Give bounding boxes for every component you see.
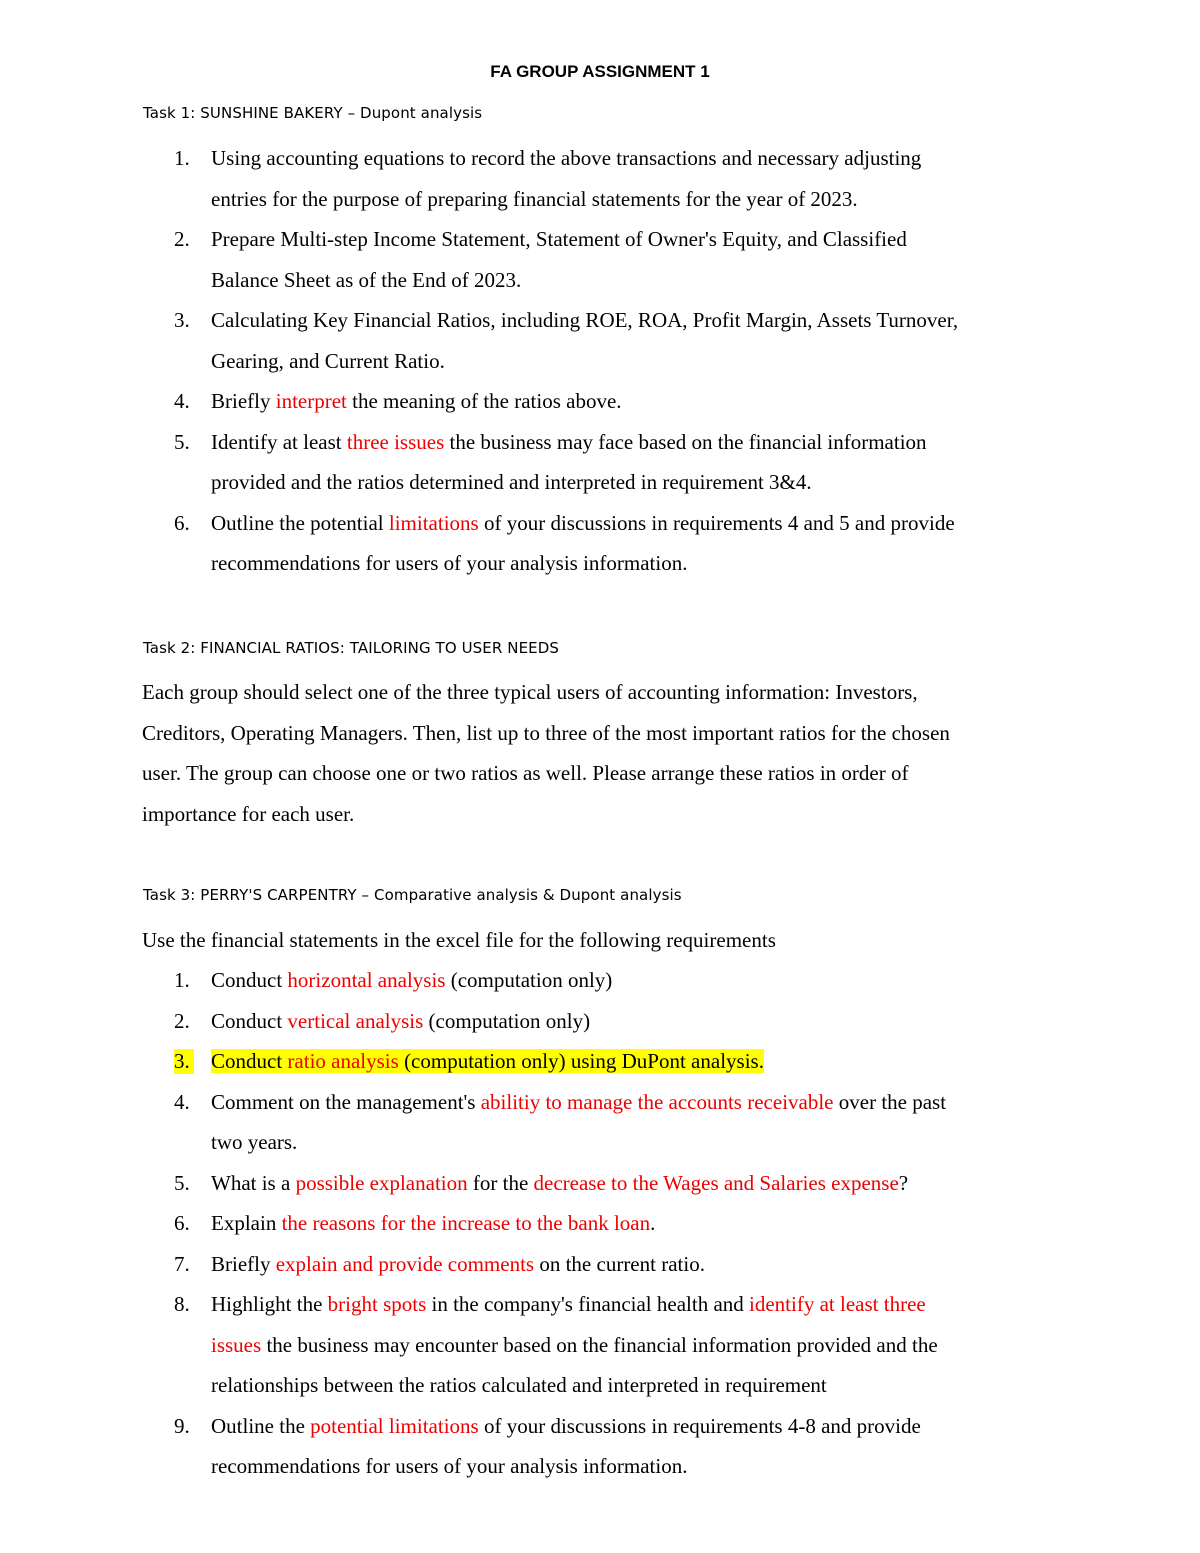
body-text: recommendations for users of your analysis information. — [211, 551, 688, 575]
list-number: 2. — [174, 227, 190, 251]
list-item-line — [211, 1252, 705, 1277]
body-text: Outline the — [211, 1413, 311, 1438]
body-text: the meaning of the ratios above. — [346, 389, 622, 413]
body-text: of your discussions in requirements 4-8 and provide — [478, 1413, 921, 1438]
emphasis-text: identify at least three — [749, 1292, 926, 1316]
list-item-line — [211, 1211, 655, 1236]
task3-heading: Task 3: PERRY'S CARPENTRY – Comparative analysis & Dupont analysis — [143, 886, 682, 904]
body-text: in the company's financial health and — [426, 1292, 750, 1316]
list-number: 2. — [174, 1008, 190, 1033]
body-text: Highlight the — [211, 1292, 328, 1316]
paragraph-line: Each group should select one of the three typical users of accounting information: Investors, — [142, 680, 918, 704]
list-item-line — [211, 968, 612, 993]
list-item-line — [211, 146, 921, 171]
emphasis-text: ratio analysis — [287, 1049, 399, 1073]
body-text: relationships between the ratios calculated and interpreted in requirement — [211, 1373, 827, 1397]
emphasis-text: limitations — [388, 510, 479, 535]
list-item-line — [211, 1171, 908, 1196]
body-text: Balance Sheet as of the End of 2023. — [211, 267, 522, 292]
body-text: (computation only) using DuPont analysis. — [398, 1049, 764, 1073]
list-item-line — [211, 227, 907, 252]
emphasis-text: explain and provide comments — [275, 1251, 535, 1276]
emphasis-text: abilitiy to manage the accounts receivable — [480, 1089, 834, 1114]
list-item-line — [211, 470, 812, 495]
list-number: 3. — [174, 308, 190, 332]
document-title: FA GROUP ASSIGNMENT 1 — [490, 62, 710, 81]
body-text: (computation only) — [423, 1008, 591, 1033]
list-item-line — [211, 1454, 687, 1479]
list-item-line — [211, 1090, 946, 1115]
emphasis-text: interpret — [275, 389, 347, 413]
body-text: recommendations for users of your analysis information. — [211, 1454, 688, 1478]
list-item-line — [211, 308, 958, 333]
list-number: 6. — [174, 1211, 190, 1235]
list-item-line — [211, 1049, 764, 1074]
task1-heading: Task 1: SUNSHINE BAKERY – Dupont analysis — [143, 104, 483, 122]
list-item-line — [211, 187, 858, 212]
list-number: 5. — [174, 429, 190, 454]
emphasis-text: issues — [211, 1332, 262, 1357]
body-text: Briefly — [211, 1251, 276, 1276]
body-text: Gearing, and Current Ratio. — [211, 348, 445, 373]
body-text: for the — [467, 1170, 534, 1195]
body-text: Comment on the management's — [211, 1089, 481, 1114]
list-item-line — [211, 551, 687, 576]
list-number: 4. — [174, 389, 190, 413]
list-item-line — [211, 1130, 297, 1155]
body-text: Briefly — [211, 389, 276, 413]
list-number: 5. — [174, 1170, 190, 1195]
list-item-line — [211, 1009, 590, 1034]
emphasis-text: possible explanation — [295, 1170, 468, 1195]
body-text: provided and the ratios determined and interpreted in requirement 3&4. — [211, 470, 812, 494]
body-text: entries for the purpose of preparing financial statements for the year of 2023. — [211, 186, 858, 211]
list-item-line — [211, 389, 622, 414]
emphasis-text: potential limitations — [310, 1413, 479, 1438]
list-item-line — [211, 1292, 926, 1317]
emphasis-text: horizontal analysis — [287, 968, 446, 992]
body-text: Identify at least — [211, 429, 347, 454]
paragraph-line: Creditors, Operating Managers. Then, list up to three of the most important ratios for the chosen — [142, 720, 950, 745]
body-text: the business may face based on the financial information — [444, 429, 927, 454]
list-number: 1. — [174, 968, 190, 992]
body-text: What is a — [211, 1170, 296, 1195]
list-item-line — [211, 268, 521, 293]
list-number: 4. — [174, 1089, 190, 1114]
body-text: ? — [898, 1170, 909, 1195]
list-item-line — [211, 1333, 938, 1358]
paragraph-line: importance for each user. — [142, 801, 355, 826]
body-text: of your discussions in requirements 4 and 5 and provide — [478, 510, 955, 535]
list-number: 7. — [174, 1251, 190, 1276]
body-text: Using accounting equations to record the above transactions and necessary adjusting — [211, 146, 922, 170]
emphasis-text: three issues — [346, 429, 445, 454]
list-item-line — [211, 1414, 921, 1439]
task3-intro: Use the financial statements in the excel file for the following requirements — [142, 928, 776, 952]
body-text: Calculating Key Financial Ratios, including ROE, ROA, Profit Margin, Assets Turnover, — [211, 308, 959, 332]
list-item-line — [211, 349, 445, 374]
emphasis-text: bright spots — [327, 1292, 427, 1316]
emphasis-text: decrease to the Wages and Salaries expense — [533, 1170, 899, 1195]
emphasis-text: vertical analysis — [287, 1008, 424, 1033]
list-number: 9. — [174, 1413, 190, 1438]
list-item-line — [211, 430, 927, 455]
list-item-line — [211, 1373, 827, 1398]
list-number: 3. — [174, 1049, 194, 1074]
body-text: Conduct — [211, 968, 288, 992]
body-text: Outline the potential — [211, 510, 389, 535]
list-item-line — [211, 511, 955, 536]
body-text: Explain — [211, 1211, 282, 1235]
body-text: Conduct — [211, 1008, 288, 1033]
list-number: 8. — [174, 1292, 190, 1316]
task2-heading: Task 2: FINANCIAL RATIOS: TAILORING TO USER NEEDS — [143, 639, 560, 657]
emphasis-text: the reasons for the increase to the bank loan — [281, 1211, 651, 1235]
body-text: (computation only) — [445, 968, 613, 992]
body-text: the business may encounter based on the financial information provided and the — [261, 1332, 938, 1357]
body-text: on the current ratio. — [534, 1251, 705, 1276]
body-text: Prepare Multi-step Income Statement, Statement of Owner's Equity, and Classified — [211, 227, 907, 251]
paragraph-line: user. The group can choose one or two ratios as well. Please arrange these ratios in order of — [142, 761, 909, 785]
list-number: 6. — [174, 510, 190, 535]
body-text: over the past — [833, 1089, 947, 1114]
list-number: 1. — [174, 146, 190, 170]
body-text: Conduct — [211, 1049, 288, 1073]
body-text: . — [650, 1211, 656, 1235]
body-text: two years. — [211, 1130, 298, 1154]
